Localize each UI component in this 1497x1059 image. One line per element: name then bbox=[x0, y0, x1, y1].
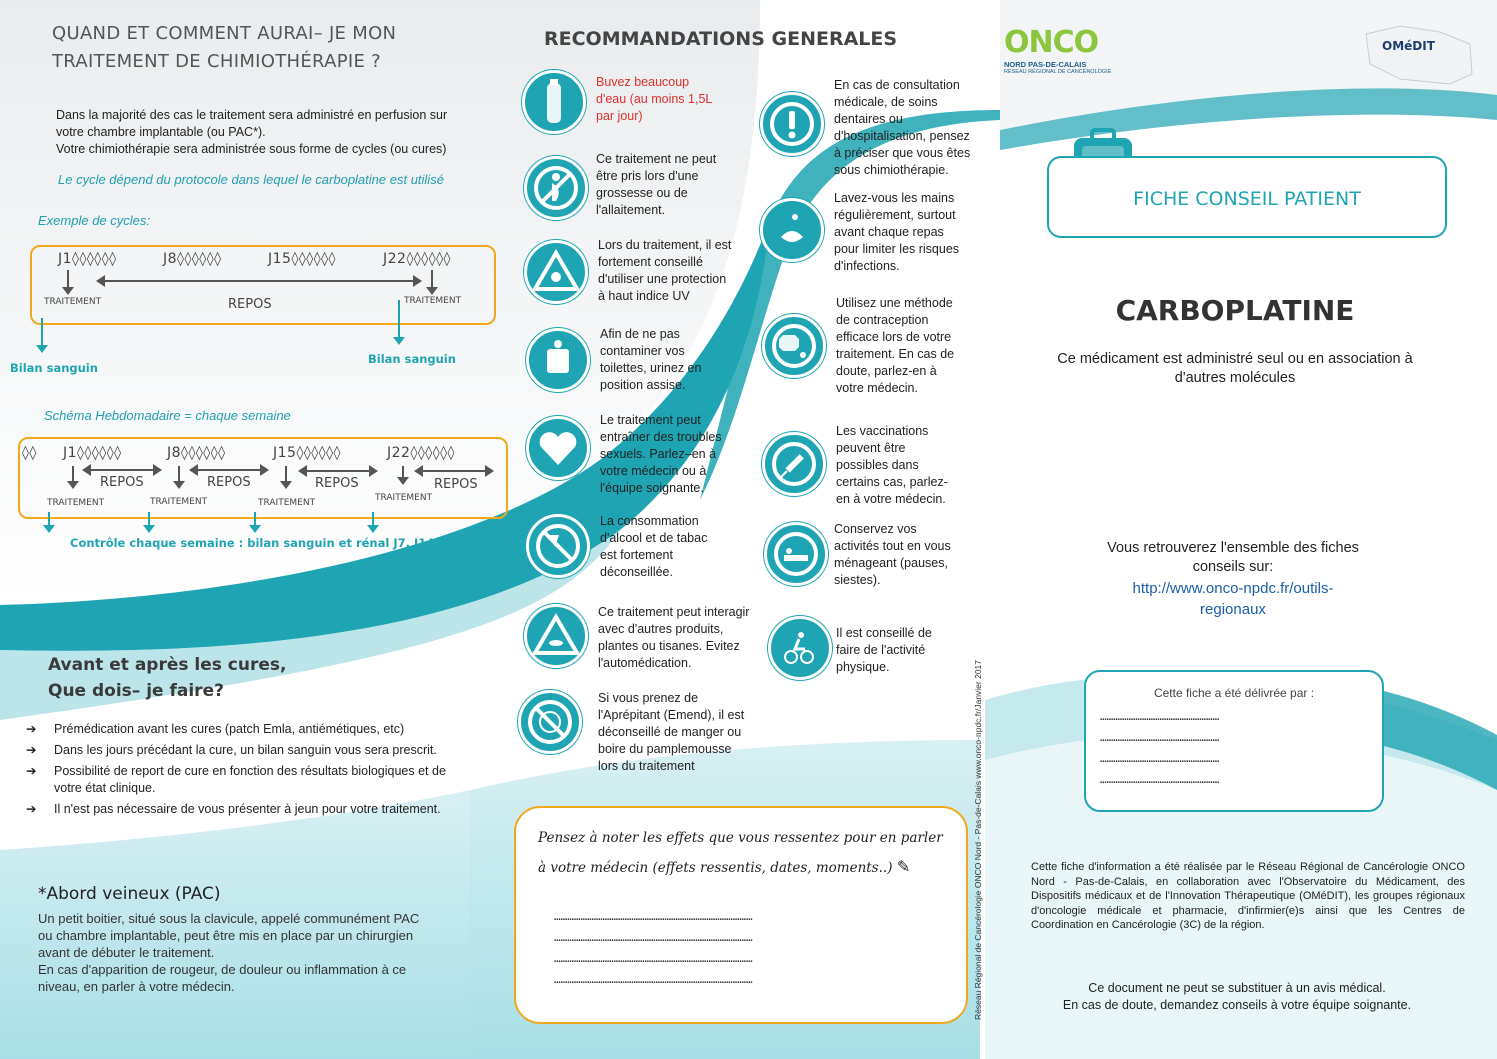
bilan-arrow bbox=[148, 512, 150, 526]
rec-alcohol-text: La consommation d'alcool et de tabac est fortement déconseillée. bbox=[600, 514, 708, 579]
delivered-box bbox=[1084, 670, 1384, 812]
repos-double-arrow bbox=[90, 469, 154, 471]
no-grapefruit-icon bbox=[518, 690, 582, 754]
traitement-label: TRAITEMENT bbox=[47, 498, 105, 508]
traitement-label: TRAITEMENT bbox=[404, 296, 462, 306]
syringe-icon bbox=[762, 432, 826, 496]
retrouvez-text: Vous retrouverez l'ensemble des fiches conseils sur: bbox=[1107, 540, 1359, 575]
repos-label: REPOS bbox=[434, 477, 478, 492]
onco-url-link[interactable]: http://www.onco-npdc.fr/outils- regionaux bbox=[1132, 580, 1334, 618]
list-item: ➔ Il n'est pas nécessaire de vous présenter à jeun pour votre traitement. bbox=[26, 802, 441, 816]
cycle-diagram-2 bbox=[0, 0, 520, 560]
bilan-label: Bilan sanguin bbox=[368, 352, 456, 366]
cycle1-day-j8: J8◊◊◊◊◊◊ bbox=[163, 251, 222, 267]
delivered-dots-area[interactable]: ……………………………………………… ……………………………………………… ……………………………………………… ……………………………………………… bbox=[1100, 710, 1220, 786]
list-item: ➔ Prémédication avant les cures (patch Emla, antiémétiques, etc) bbox=[26, 722, 405, 736]
hand-washing-icon bbox=[760, 198, 824, 262]
cycle2-day-j1: J1◊◊◊◊◊◊ bbox=[63, 445, 122, 461]
notes-dots-area[interactable]: ……………………………………………………………………………… ……………………………………………………………………………… ……………………………………………………………………………… ……………………………………………………………………………… bbox=[554, 910, 753, 986]
contraception-icon bbox=[762, 314, 826, 378]
onco-logo: ONCO NORD PAS-DE-CALAIS RÉSEAU RÉGIONAL DE CANCÉROLOGIE bbox=[1004, 25, 1112, 75]
list-item: ➔ Dans les jours précédant la cure, un bilan sanguin vous sera prescrit. bbox=[26, 743, 437, 757]
rec-water-text: Buvez beaucoup d'eau (au moins 1,5L par jour) bbox=[596, 75, 713, 123]
repos-double-arrow bbox=[197, 469, 261, 471]
repos-label: REPOS bbox=[207, 475, 251, 490]
water-bottle-icon bbox=[522, 70, 586, 134]
rec-grapefruit-text: Si vous prenez de l'Aprépitant (Emend), il est déconseillé de manger ou boire du pamplemousse lors du traitement bbox=[598, 691, 745, 773]
repos-double-arrow bbox=[422, 470, 486, 472]
rec-activities-text: Conservez vos activités tout en vous ménageant (pauses, siestes). bbox=[834, 522, 951, 587]
cycle2-day-j22: J22◊◊◊◊◊◊ bbox=[387, 445, 455, 461]
bilan-arrow bbox=[372, 512, 374, 526]
before-after-list bbox=[26, 721, 466, 818]
notes-box bbox=[514, 806, 968, 1024]
list-item-cont: votre état clinique. bbox=[54, 781, 156, 795]
rec-pregnancy-text: Ce traitement ne peut être pris lors d'une grossesse ou de l'allaitement. bbox=[596, 152, 717, 217]
heart-icon bbox=[526, 416, 590, 480]
notes-line2-wrap bbox=[538, 857, 910, 877]
drug-name: CARBOPLATINE bbox=[1115, 294, 1355, 327]
traitement-label: TRAITEMENT bbox=[44, 297, 102, 307]
rec-physical-text: Il est conseillé de faire de l'activité physique. bbox=[836, 626, 932, 674]
sun-warning-icon bbox=[524, 240, 588, 304]
traitement-label: TRAITEMENT bbox=[258, 498, 316, 508]
disclaimer: Ce document ne peut se substituer à un avis médical. En cas de doute, demandez conseils à votre équipe soignante. bbox=[1062, 981, 1412, 1012]
fiche-title-box bbox=[1047, 156, 1447, 238]
before-after-heading bbox=[48, 652, 286, 704]
down-arrow bbox=[72, 466, 74, 482]
before-after-line2: Que dois– je faire? bbox=[48, 681, 224, 701]
traitement-label: TRAITEMENT bbox=[375, 493, 433, 503]
cycle1-day-j1: J1◊◊◊◊◊◊ bbox=[58, 251, 117, 267]
notes-line1: Pensez à noter les effets que vous ressentez pour en parler bbox=[538, 830, 943, 846]
traitement-label: TRAITEMENT bbox=[150, 497, 208, 507]
controle-label: Contrôle chaque semaine : bilan sanguin et rénal J7, J14, J21 … bbox=[70, 536, 479, 550]
cycle2-lead: ◊◊ bbox=[22, 445, 37, 461]
rec-handwash-text: Lavez-vous les mains régulièrement, surtout avant chaque repas pour limiter les risques d'infections. bbox=[834, 191, 960, 273]
intro-line2: votre chambre implantable (ou PAC*). bbox=[56, 125, 266, 139]
cycling-running-icon bbox=[768, 616, 832, 680]
rec-contraception-text: Utilisez une méthode de contraception efficace lors de votre traitement. En cas de doute, parlez-en à votre médecin. bbox=[836, 296, 955, 395]
vertical-credit: Réseau Régional de Cancérologie ONCO Nord - Pas-de-Calais www.onco-npdc.fr/Janvier 2017 bbox=[973, 659, 983, 1020]
info-paragraph: Cette fiche d'information a été réalisée par le Réseau Régional de Cancérologie ONCO Nord - Pas-de-Calais, en collaboration avec l'Observatoire du Médicament, des Dispositifs médicaux et de l'Innovation Thérapeutique (OMéDIT), les groupes régionaux d'oncologie médicale et pharmacie, d'infirmier(e)s ainsi que les Centres de Coordination en Cancérologie (3C) de la région. bbox=[1031, 861, 1465, 931]
rec-interaction-text: Ce traitement peut interagir avec d'autres produits, plantes ou tisanes. Evitez l'automédication. bbox=[598, 605, 750, 670]
rec-vaccination-text: Les vaccinations peuvent être possibles dans certains cas, parlez- en à votre médecin. bbox=[836, 424, 948, 506]
repos-label: REPOS bbox=[100, 475, 144, 490]
intro-line3: Votre chimiothérapie sera administrée sous forme de cycles (ou cures) bbox=[56, 142, 447, 156]
no-alcohol-tobacco-icon bbox=[526, 514, 590, 578]
recommendations-title: RECOMMANDATIONS GENERALES bbox=[544, 28, 898, 50]
notes-line2: à votre médecin (effets ressentis, dates, moments..) bbox=[538, 860, 893, 876]
bilan-arrow bbox=[254, 512, 256, 526]
omedit-logo: OMéDIT bbox=[1360, 24, 1480, 94]
before-after-line1: Avant et après les cures, bbox=[48, 655, 287, 675]
rec-uv-text: Lors du traitement, il est fortement conseillé d'utiliser une protection à haut indice UV bbox=[598, 238, 732, 303]
down-arrow bbox=[285, 466, 287, 482]
intro-line1: Dans la majorité des cas le traitement sera administré en perfusion sur bbox=[56, 108, 448, 122]
cycle1-day-j15: J15◊◊◊◊◊◊ bbox=[268, 251, 336, 267]
repos-label: REPOS bbox=[315, 476, 359, 491]
repos-label: REPOS bbox=[228, 297, 272, 312]
example-label: Exemple de cycles: bbox=[38, 213, 150, 228]
herbal-warning-icon bbox=[524, 604, 588, 668]
bilan-label: Bilan sanguin bbox=[10, 361, 98, 375]
rec-consultation-text: En cas de consultation médicale, de soins dentaires ou d'hospitalisation, pensez à préciser que vous êtes sous chimiothérapie. bbox=[834, 78, 971, 177]
list-item: ➔ Possibilité de report de cure en fonction des résultats biologiques et de bbox=[26, 764, 446, 778]
down-arrow bbox=[178, 466, 180, 482]
pac-text: Un petit boitier, situé sous la clavicule, appelé communément PAC ou chambre implantable, peut être mis en place par un chirurgien avant de débuter le traitement. En cas d'apparition de rougeur, de douleur ou inflammation à ce niveau, en parler à votre médecin. bbox=[38, 911, 420, 994]
cycle2-day-j15: J15◊◊◊◊◊◊ bbox=[273, 445, 341, 461]
drug-subtitle: Ce médicament est administré seul ou en association à d'autres molécules bbox=[1057, 351, 1413, 386]
repos-double-arrow bbox=[306, 470, 370, 472]
rec-sexual-text: Le traitement peut entraîner des troubles sexuels. Parlez–en à votre médecin ou à l'équipe soignante. bbox=[600, 413, 722, 495]
left-title-line1: QUAND ET COMMENT AURAI– JE MON bbox=[52, 23, 397, 44]
cycle1-day-j22: J22◊◊◊◊◊◊ bbox=[383, 251, 451, 267]
cycle2-day-j8: J8◊◊◊◊◊◊ bbox=[167, 445, 226, 461]
cycle-note: Le cycle dépend du protocole dans lequel le carboplatine est utilisé bbox=[58, 172, 444, 187]
toilet-icon bbox=[526, 328, 590, 392]
rest-bed-icon bbox=[764, 522, 828, 586]
region-map-icon bbox=[1360, 24, 1480, 94]
down-arrow bbox=[402, 466, 404, 478]
pac-title: *Abord veineux (PAC) bbox=[38, 884, 221, 904]
no-pregnancy-icon bbox=[524, 156, 588, 220]
left-title-line2: TRAITEMENT DE CHIMIOTHÉRAPIE ? bbox=[52, 51, 382, 72]
bilan-arrow bbox=[48, 512, 50, 526]
rec-toilet-text: Afin de ne pas contaminer vos toilettes, urinez en position assise. bbox=[600, 327, 702, 392]
fiche-title: FICHE CONSEIL PATIENT bbox=[1133, 188, 1361, 210]
weekly-label: Schéma Hebdomadaire = chaque semaine bbox=[44, 408, 291, 423]
delivered-label: Cette fiche a été délivrée par : bbox=[1153, 686, 1315, 700]
pencil-icon: ✎ bbox=[896, 859, 911, 876]
exclamation-icon bbox=[760, 92, 824, 156]
